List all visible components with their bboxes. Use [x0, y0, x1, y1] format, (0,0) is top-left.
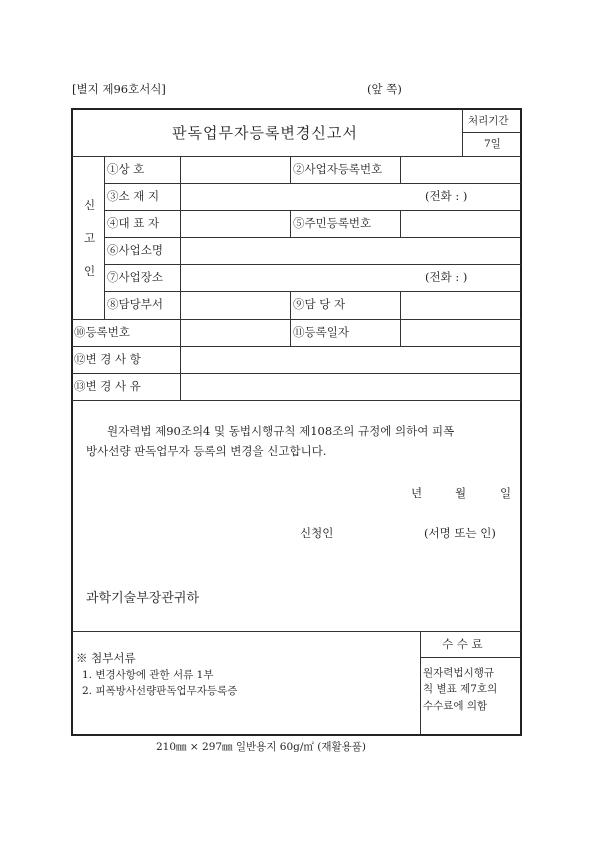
reporter-label-1: 신	[84, 198, 96, 212]
registration-number-label: ⑩등록번호	[74, 325, 130, 339]
form-number: [별지 제96호서식]	[72, 82, 166, 96]
address-label: ③소 재 지	[107, 189, 160, 203]
workplace-label: ⑦사업장소	[107, 270, 163, 284]
applicant-label: 신청인	[300, 526, 334, 540]
address-phone: (전화 : )	[425, 189, 468, 203]
processing-period-label: 처리기간	[468, 115, 509, 127]
date-year: 년	[411, 486, 423, 500]
applicant-sign: (서명 또는 인)	[424, 526, 496, 540]
change-reason-label: ⑬변 경 사 유	[74, 379, 141, 393]
attachment-item-1: 1. 변경사항에 관한 서류 1부	[82, 669, 214, 681]
fee-line-2: 칙 별표 제7호의	[423, 683, 498, 695]
fee-line-1: 원자력법시행규	[423, 667, 495, 679]
department-label: ⑧담당부서	[107, 297, 163, 311]
reporter-label-2: 고	[84, 231, 96, 245]
statement-line-2: 방사선량 판독업무자 등록의 변경을 신고합니다.	[86, 444, 327, 458]
fee-line-3: 수수료에 의함	[423, 700, 488, 712]
attachment-item-2: 2. 피폭방사선량판독업무자등록증	[82, 685, 238, 697]
date-month: 월	[455, 486, 467, 500]
statement-line-1: 원자력법 제90조의4 및 동법시행규칙 제108조의 규정에 의하여 피폭	[107, 424, 455, 438]
trade-name-label: ①상 호	[107, 162, 145, 176]
date-day: 일	[500, 486, 512, 500]
form-title: 판독업무자등록변경신고서	[172, 124, 358, 142]
processing-period-value: 7일	[484, 138, 501, 150]
person-in-charge-label: ⑨담 당 자	[293, 297, 346, 311]
addressee: 과학기술부장관귀하	[86, 591, 200, 606]
paper-spec-footer: 210㎜ × 297㎜ 일반용지 60g/㎡ (재활용품)	[156, 741, 367, 753]
biz-reg-no-label: ②사업자등록번호	[293, 162, 383, 176]
representative-label: ④대 표 자	[107, 216, 160, 230]
reporter-label-3: 인	[84, 264, 96, 278]
workplace-phone: (전화 : )	[425, 270, 468, 284]
change-items-label: ⑫변 경 사 항	[74, 352, 141, 366]
registration-date-label: ⑪등록일자	[293, 325, 349, 339]
attachments-heading: ※ 첨부서류	[76, 651, 136, 665]
page-side-label: (앞 쪽)	[367, 82, 402, 96]
fee-label: 수 수 료	[442, 637, 483, 651]
resident-no-label: ⑤주민등록번호	[293, 216, 372, 230]
workplace-name-label: ⑥사업소명	[107, 243, 163, 257]
